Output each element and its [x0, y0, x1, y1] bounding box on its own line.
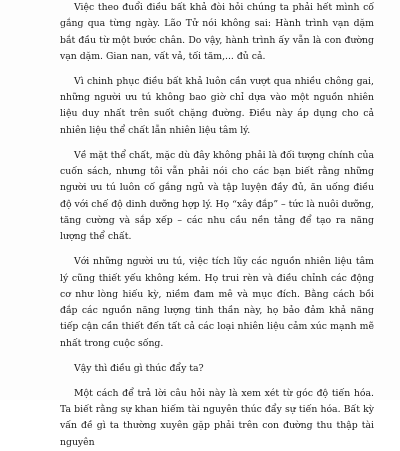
- paragraph-4: Với những người ưu tú, việc tích lũy các nguồn nhiên liệu tâm lý cũng thiết yếu không kém. Họ trui rèn và điều chỉnh các động cơ như lòng hiếu kỳ, niềm đam mê và mục đích. Bằng cách bồi đắp các nguồn năng lượng tinh thần này, họ bảo đảm khả năng tiếp cận cần thiết đến tất cả các loại nhiên liệu cảm xúc mạnh mẽ nhất trong cuộc sống.: [60, 256, 374, 349]
- page-body-text: [60, 0, 374, 451]
- paragraph-6: Một cách để trả lời câu hỏi này là xem xét từ góc độ tiến hóa. Ta biết rằng sự khan hiếm tài nguyên thúc đẩy sự tiến hóa. Bất kỳ vấn đề gì ta thường xuyên gặp phải trên con đường thu thập tài nguyên: [60, 387, 374, 448]
- paragraph-5-question: Vậy thì điều gì thúc đẩy ta?: [74, 362, 204, 374]
- paragraph-3: Về mặt thể chất, mặc dù đây không phải là đối tượng chính của cuốn sách, nhưng tôi vẫn phải nói cho các bạn biết rằng những người ưu tú luôn cố gắng ngủ và tập luyện đầy đủ, ăn uống điều độ với chế độ dinh dưỡng hợp lý. Họ “xây đắp” – tức là nuôi dưỡng, tăng cường và sắp xếp – các nhu cầu nền tảng để tạo ra năng lượng thể chất.: [60, 149, 374, 243]
- paragraph-1: Việc theo đuổi điều bất khả đòi hỏi chúng ta phải hết mình cố gắng qua từng ngày. Lão Tử nói không sai: Hành trình vạn dặm bắt đầu từ một bước chân. Do vậy, hành trình ấy vẫn là con đường vạn dặm. Gian nan, vất vả, tối tăm,... đủ cả.: [60, 2, 374, 62]
- paragraph-2: Vì chinh phục điều bất khả luôn cần vượt qua nhiều chông gai, những người ưu tú không bao giờ chỉ dựa vào một nguồn nhiên liệu duy nhất trên suốt chặng đường. Điều này áp dụng cho cả nhiên liệu thể chất lẫn nhiên liệu tâm lý.: [60, 75, 374, 136]
